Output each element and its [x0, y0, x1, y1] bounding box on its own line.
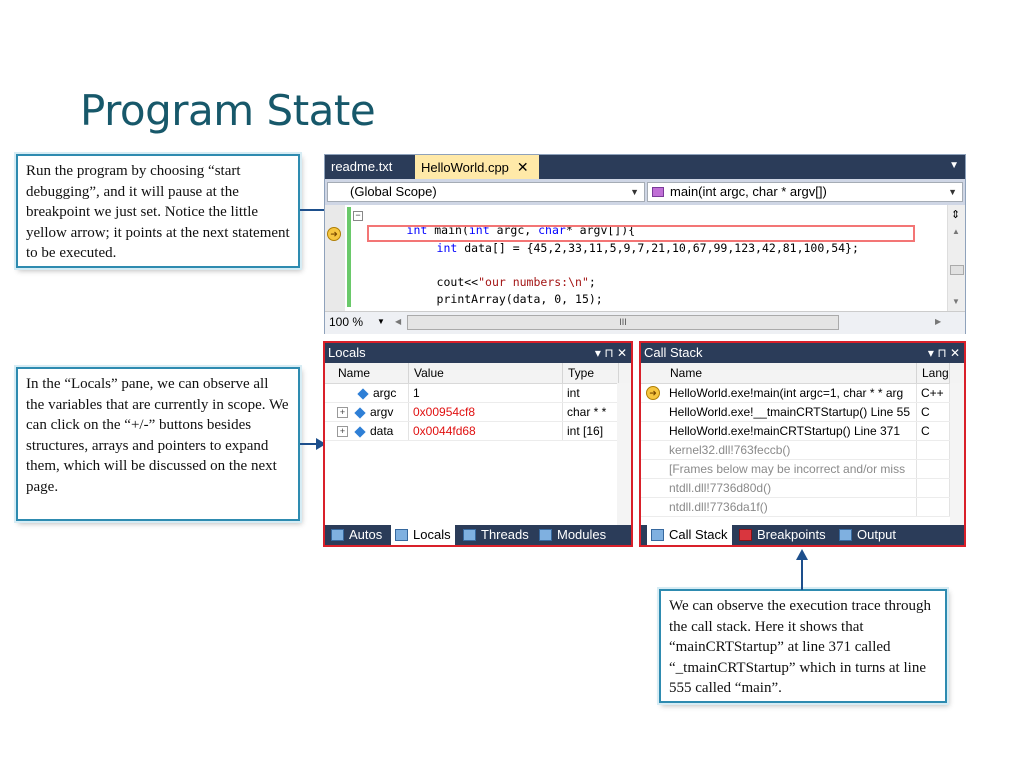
- column-header-lang[interactable]: Lang: [917, 363, 950, 383]
- frame-lang-cell: [917, 441, 950, 459]
- table-row[interactable]: [641, 441, 964, 460]
- scroll-down-icon[interactable]: ▼: [952, 297, 960, 306]
- scope-dropdown[interactable]: [327, 182, 645, 202]
- local-name-cell: + data: [333, 422, 409, 440]
- scroll-up-icon[interactable]: ▲: [952, 227, 960, 236]
- autos-icon: [331, 529, 344, 541]
- callout-locals: [16, 367, 300, 521]
- modules-icon: [539, 529, 552, 541]
- callout-debugging: [16, 154, 300, 268]
- callout-callstack-text: We can observe the execution trace through the call stack. Here it shows that “mainCRTStartup” at line 371 called “_tmainCRTStartup” which in turns at line 555 called “main”.: [669, 598, 932, 696]
- table-row[interactable]: [641, 498, 964, 517]
- navigation-bar: [325, 179, 965, 205]
- tab-readme[interactable]: [325, 155, 413, 179]
- callout-callstack: [659, 589, 947, 703]
- chevron-down-icon: ▼: [948, 187, 957, 197]
- table-row[interactable]: [641, 479, 964, 498]
- column-header-name[interactable]: Name: [333, 363, 409, 383]
- frame-lang-cell: [917, 498, 950, 516]
- locals-bottom-tabs: [325, 525, 631, 545]
- callout-locals-text: In the “Locals” pane, we can observe all the variables that are currently in scope. We can click on the “+/-” buttons besides structures, arrays and pointers to expand them, which will be discussed on the next page.: [26, 376, 289, 495]
- local-name-cell: argc: [333, 384, 409, 402]
- table-row[interactable]: [641, 422, 964, 441]
- frame-name-cell: ntdll.dll!7736da1f(): [665, 498, 917, 516]
- table-row[interactable]: [641, 403, 964, 422]
- frame-lang-cell: C: [917, 422, 950, 440]
- callstack-grid-header: [641, 363, 964, 384]
- close-icon[interactable]: ✕: [516, 159, 529, 175]
- editor-statusbar: [325, 311, 965, 334]
- locals-pane: [323, 341, 633, 547]
- tab-call-stack[interactable]: Call Stack: [647, 525, 732, 545]
- vertical-scrollbar[interactable]: [617, 383, 631, 525]
- function-dropdown-value: main(int argc, char * argv[]): [670, 184, 827, 199]
- vertical-scrollbar[interactable]: [947, 205, 965, 311]
- frame-lang-cell: [917, 460, 950, 478]
- pane-controls[interactable]: ▾ ⊓ ✕: [927, 346, 960, 360]
- local-value-cell[interactable]: 0x0044fd68: [409, 422, 563, 440]
- next-statement-arrow-icon: ➜: [327, 227, 341, 241]
- tab-helloworld-cpp[interactable]: [415, 155, 539, 179]
- table-row[interactable]: [325, 422, 631, 441]
- chevron-down-icon: ▼: [630, 187, 639, 197]
- frame-name-cell: HelloWorld.exe!__tmainCRTStartup() Line 55: [665, 403, 917, 421]
- tab-output[interactable]: Output: [835, 525, 900, 545]
- frame-lang-cell: C++: [917, 384, 950, 402]
- code-line-1: int main(int argc, char* argv[]){: [406, 223, 636, 237]
- frame-name-cell: kernel32.dll!763feccb(): [665, 441, 917, 459]
- variable-icon: [354, 426, 365, 437]
- tab-autos[interactable]: Autos: [327, 525, 386, 545]
- frame-lang-cell: C: [917, 403, 950, 421]
- column-header-name[interactable]: Name: [665, 363, 917, 383]
- local-value-cell[interactable]: 0x00954cf8: [409, 403, 563, 421]
- chevron-down-icon[interactable]: ▼: [377, 317, 385, 326]
- tab-helloworld-label: HelloWorld.cpp: [421, 160, 509, 175]
- table-row[interactable]: [325, 403, 631, 422]
- zoom-level[interactable]: 100 %: [329, 315, 364, 329]
- variable-icon: [357, 388, 368, 399]
- scroll-thumb-grip: III: [619, 317, 627, 327]
- callstack-grid: [641, 363, 964, 517]
- code-line-3: cout<<"our numbers:\n";: [436, 275, 596, 289]
- expand-icon[interactable]: +: [337, 426, 348, 437]
- table-row[interactable]: [325, 384, 631, 403]
- call-stack-icon: [651, 529, 664, 541]
- callstack-pane-title: Call Stack: [644, 345, 703, 360]
- breakpoints-icon: [739, 529, 752, 541]
- callstack-pane-header: [641, 343, 964, 363]
- tab-modules[interactable]: Modules: [535, 525, 610, 545]
- chevron-down-icon[interactable]: ▼: [949, 160, 959, 171]
- threads-icon: [463, 529, 476, 541]
- locals-pane-title: Locals: [328, 345, 366, 360]
- column-header-type[interactable]: Type: [563, 363, 619, 383]
- tab-locals[interactable]: Locals: [391, 525, 455, 545]
- function-dropdown[interactable]: [647, 182, 963, 202]
- column-header-value[interactable]: Value: [409, 363, 563, 383]
- method-icon: [652, 187, 664, 197]
- callstack-bottom-tabs: [641, 525, 964, 545]
- slide-title: Program State: [80, 86, 376, 135]
- horizontal-scrollbar[interactable]: [407, 315, 839, 330]
- callout-debugging-text: Run the program by choosing “start debugging”, and it will pause at the breakpoint we just set. Notice the little yellow arrow; it points at the next statement to be executed.: [26, 163, 290, 261]
- frame-lang-cell: [917, 479, 950, 497]
- locals-grid: [325, 363, 631, 441]
- breakpoint-margin[interactable]: [325, 205, 345, 311]
- frame-name-cell: HelloWorld.exe!main(int argc=1, char * * arg: [665, 384, 917, 402]
- code-line-2: int data[] = {45,2,33,11,5,9,7,21,10,67,99,123,42,81,100,54};: [436, 241, 859, 255]
- tab-readme-label: readme.txt: [331, 159, 393, 174]
- local-type-cell: char * *: [563, 403, 619, 421]
- callstack-pane: [639, 341, 966, 547]
- frame-name-cell: HelloWorld.exe!mainCRTStartup() Line 371: [665, 422, 917, 440]
- output-icon: [839, 529, 852, 541]
- code-line-4: printArray(data, 0, 15);: [436, 292, 603, 306]
- frame-name-cell: ntdll.dll!7736d80d(): [665, 479, 917, 497]
- changed-lines-bar: [347, 207, 351, 307]
- frame-name-cell: [Frames below may be incorrect and/or miss: [665, 460, 917, 478]
- table-row[interactable]: [641, 460, 964, 479]
- local-value-cell[interactable]: 1: [409, 384, 563, 402]
- variable-icon: [354, 407, 365, 418]
- current-frame-arrow-icon: ➜: [646, 386, 660, 400]
- locals-icon: [395, 529, 408, 541]
- scroll-left-icon[interactable]: ◀: [395, 317, 402, 326]
- split-icon[interactable]: ⇕: [951, 209, 961, 221]
- locals-pane-header: [325, 343, 631, 363]
- vertical-scrollbar[interactable]: [950, 383, 964, 525]
- tab-breakpoints[interactable]: Breakpoints: [735, 525, 830, 545]
- tab-threads[interactable]: Threads: [459, 525, 533, 545]
- expand-icon[interactable]: +: [337, 407, 348, 418]
- local-name-cell: + argv: [333, 403, 409, 421]
- pane-controls[interactable]: ▾ ⊓ ✕: [594, 346, 627, 360]
- arrow-to-callstack: [792, 546, 812, 592]
- local-type-cell: int [16]: [563, 422, 619, 440]
- locals-grid-header: [325, 363, 631, 384]
- local-type-cell: int: [563, 384, 619, 402]
- document-tabbar: [325, 155, 965, 179]
- code-area[interactable]: [325, 205, 965, 311]
- scroll-thumb[interactable]: [950, 265, 964, 275]
- table-row[interactable]: [641, 384, 964, 403]
- collapse-icon[interactable]: −: [353, 211, 363, 221]
- scope-dropdown-value: (Global Scope): [350, 184, 437, 199]
- code-editor: [324, 154, 966, 334]
- scroll-right-icon[interactable]: ▶: [935, 317, 942, 326]
